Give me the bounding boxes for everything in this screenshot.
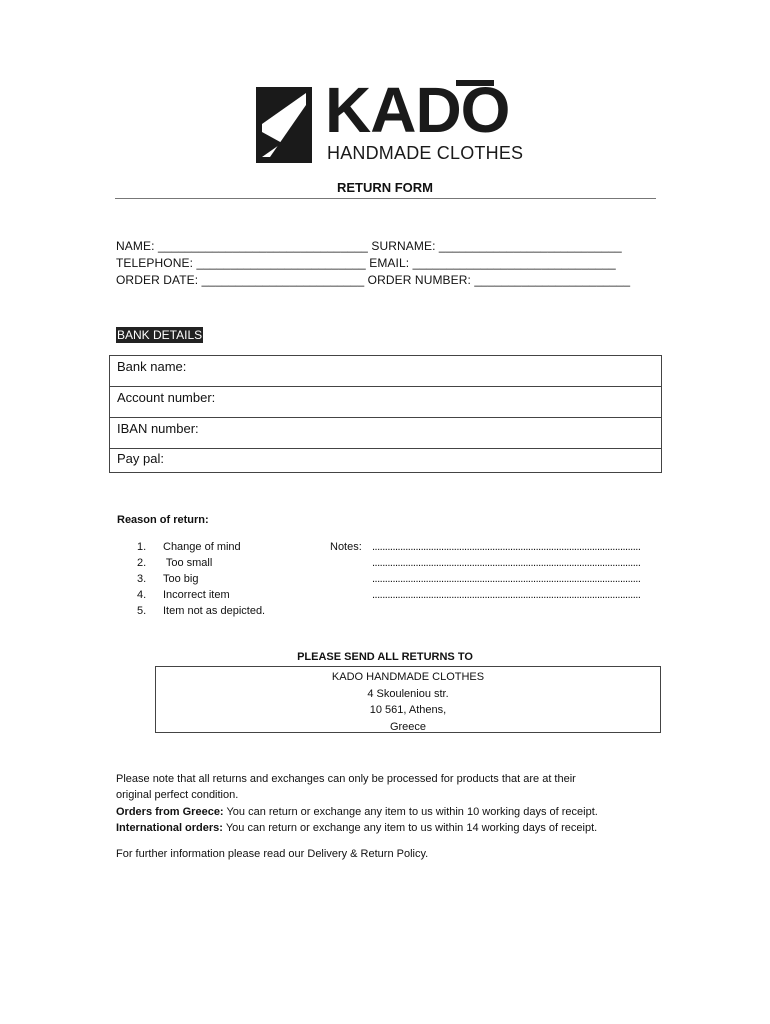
greece-orders-text: You can return or exchange any item to us within 10 working days of receipt. bbox=[223, 806, 598, 818]
list-item[interactable]: 2. Too small bbox=[137, 557, 213, 569]
order-date-number-fields[interactable]: ORDER DATE: ________________________ ORDER NUMBER: _______________________ bbox=[116, 273, 631, 287]
notes-line-2[interactable]: ......................................................................................................... bbox=[372, 557, 641, 569]
bank-details-table bbox=[109, 355, 662, 473]
address-line: Greece bbox=[389, 720, 427, 733]
notes-line-1[interactable]: ......................................................................................................... bbox=[372, 541, 641, 553]
account-number-row[interactable]: Account number: bbox=[110, 387, 661, 418]
list-item[interactable]: 1. Change of mind bbox=[137, 541, 241, 553]
list-item[interactable]: 5. Item not as depicted. bbox=[137, 605, 266, 617]
iban-number-row[interactable]: IBAN number: bbox=[110, 418, 661, 449]
greece-orders-label: Orders from Greece: bbox=[116, 806, 224, 818]
brand-tagline: HANDMADE CLOTHES bbox=[327, 143, 524, 163]
international-orders-text: You can return or exchange any item to us within 14 working days of receipt. bbox=[222, 822, 598, 834]
form-title: RETURN FORM bbox=[336, 180, 434, 195]
name-surname-fields[interactable]: NAME: _______________________________ SURNAME: ___________________________ bbox=[116, 239, 622, 253]
title-divider bbox=[115, 198, 656, 199]
bank-name-row[interactable]: Bank name: bbox=[110, 356, 661, 387]
list-item[interactable]: 3. Too big bbox=[137, 573, 199, 585]
telephone-email-fields[interactable]: TELEPHONE: _________________________ EMAIL: ______________________________ bbox=[116, 256, 616, 270]
notes-line-4[interactable]: ......................................................................................................... bbox=[372, 589, 641, 601]
bank-details-heading: BANK DETAILS bbox=[117, 328, 203, 342]
notes-line-3[interactable]: ......................................................................................................... bbox=[372, 573, 641, 585]
reason-title: Reason of return: bbox=[117, 514, 209, 526]
send-returns-title: PLEASE SEND ALL RETURNS TO bbox=[297, 651, 473, 663]
address-line: 4 Skouleniou str. bbox=[367, 687, 449, 700]
address-line: 10 561, Athens, bbox=[369, 704, 447, 716]
international-orders-note bbox=[116, 820, 597, 836]
reason-list bbox=[137, 539, 265, 619]
list-item[interactable]: 4. Incorrect item bbox=[137, 589, 230, 601]
further-info-note: For further information please read our Delivery & Return Policy. bbox=[116, 848, 429, 860]
policy-note-line-1: Please note that all returns and exchanges can only be processed for products that are at their bbox=[116, 773, 576, 785]
paypal-row[interactable]: Pay pal: bbox=[117, 451, 164, 466]
brand-name: KADO bbox=[325, 74, 510, 146]
address-line: KADO HANDMADE CLOTHES bbox=[331, 671, 485, 683]
greece-orders-note bbox=[116, 804, 598, 820]
international-orders-label: International orders: bbox=[116, 822, 223, 834]
notes-label: Notes: bbox=[330, 541, 362, 553]
policy-note-line-2: original perfect condition. bbox=[116, 789, 239, 801]
returns-address-box bbox=[155, 666, 661, 733]
